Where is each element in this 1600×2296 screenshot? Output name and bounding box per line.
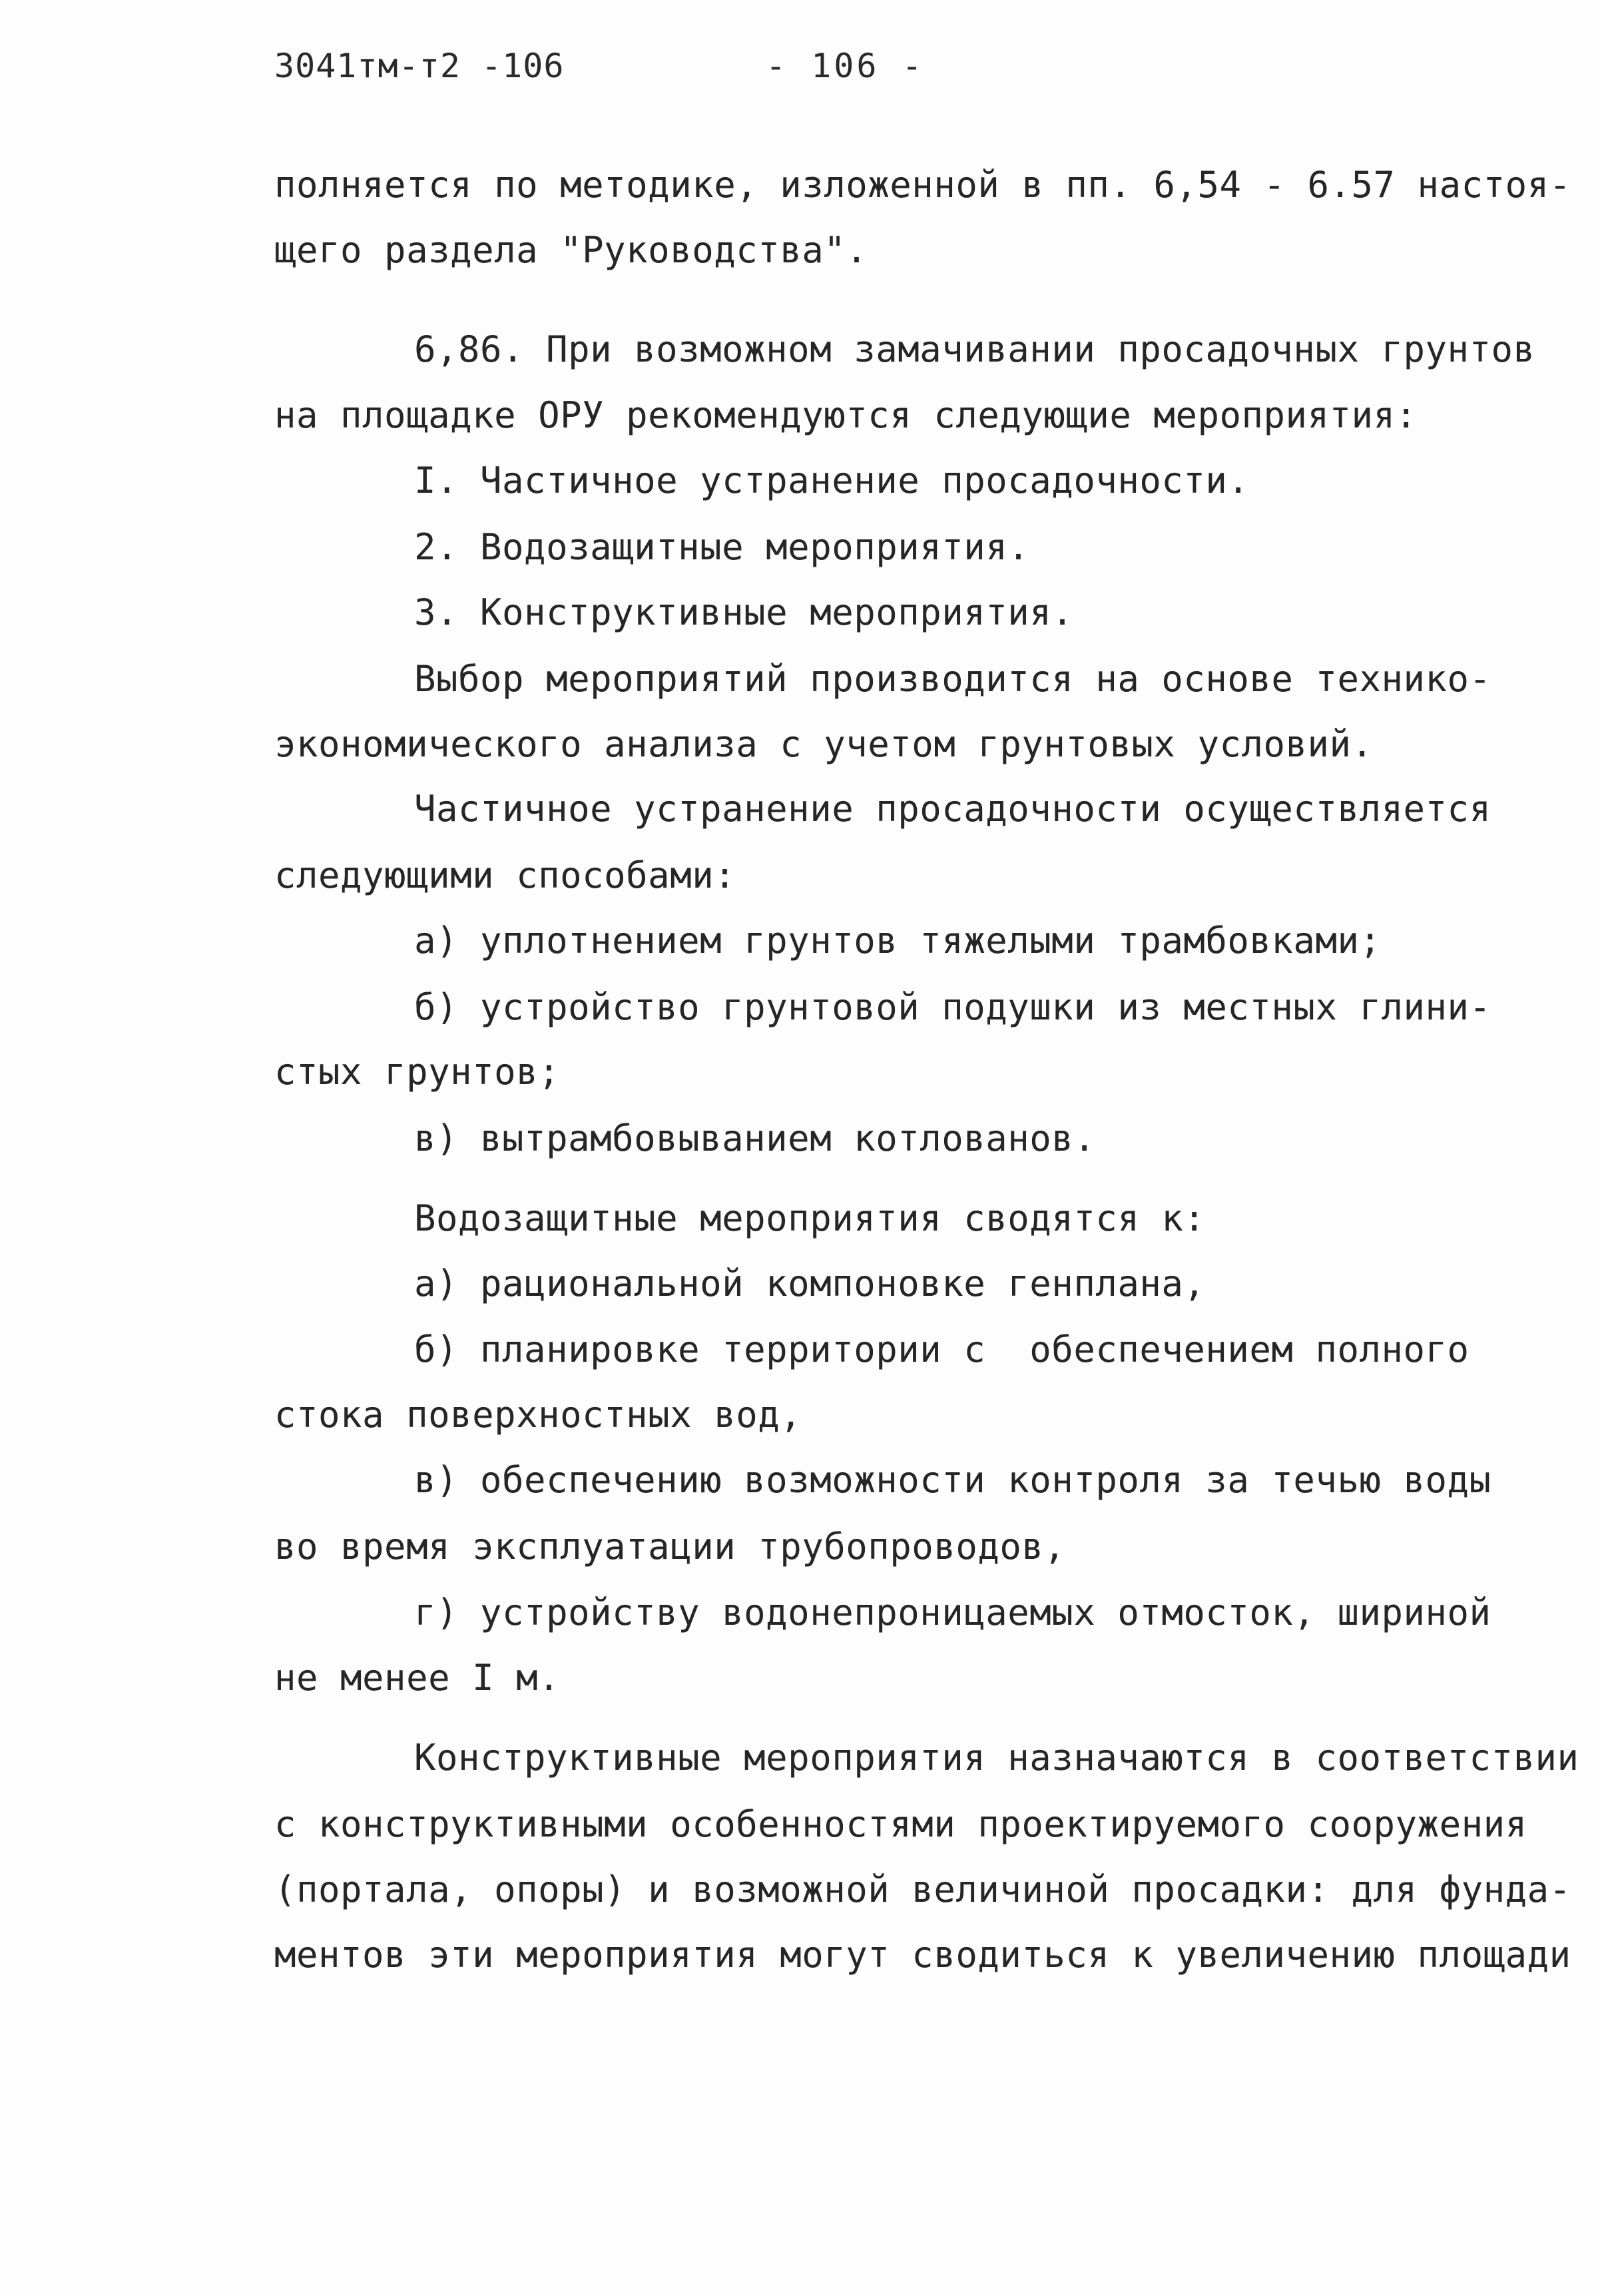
list-item: а) рациональной компоновке генплана,	[414, 1263, 1206, 1304]
text-line: (портала, опоры) и возможной величиной просадки: для фунда-	[274, 1868, 1571, 1910]
list-item: I. Частичное устранение просадочности.	[414, 459, 1250, 501]
list-item: 2. Водозащитные мероприятия.	[414, 526, 1030, 568]
text-line: стока поверхностных вод,	[274, 1394, 802, 1436]
text-line: во время эксплуатации трубопроводов,	[274, 1526, 1066, 1568]
paragraph-6-86: 6,86. При возможном замачивании просадочных грунтов	[414, 328, 1535, 370]
text-line: Выбор мероприятий производится на основе технико-	[414, 658, 1491, 700]
text-line: Частичное устранение просадочности осуществляется	[414, 788, 1491, 830]
text-line: не менее I м.	[274, 1657, 561, 1699]
text-line: с конструктивными особенностями проектируемого сооружения	[274, 1803, 1527, 1845]
list-item: в) вытрамбовыванием котлованов.	[414, 1117, 1096, 1159]
list-item: б) устройство грунтовой подушки из местных глини-	[414, 986, 1491, 1028]
list-item: а) уплотнением грунтов тяжелыми трамбовками;	[414, 920, 1382, 962]
text-line: полняется по методике, изложенной в пп. 6,54 - 6.57 настоя-	[274, 164, 1571, 206]
text-line: Конструктивные мероприятия назначаются в соответствии	[414, 1737, 1579, 1779]
text-line: ментов эти мероприятия могут сводиться к увеличению площади	[274, 1934, 1571, 1976]
list-item: 3. Конструктивные мероприятия.	[414, 591, 1074, 633]
text-line: на площадке ОРУ рекомендуются следующие мероприятия:	[274, 394, 1418, 436]
text-line: Водозащитные мероприятия сводятся к:	[414, 1197, 1206, 1239]
text-line: экономического анализа с учетом грунтовых условий.	[274, 723, 1374, 765]
list-item: в) обеспечению возможности контроля за течью воды	[414, 1459, 1491, 1501]
text-line: щего раздела "Руководства".	[274, 229, 868, 271]
page-number: - 106 -	[766, 47, 925, 85]
document-code: 3041тм-т2 -106	[274, 47, 565, 85]
list-item: г) устройству водонепроницаемых отмосток, шириной	[414, 1591, 1491, 1633]
text-line: следующими способами:	[274, 854, 736, 896]
list-item: б) планировке территории с обеспечением полного	[414, 1328, 1469, 1370]
text-line: стых грунтов;	[274, 1051, 561, 1093]
